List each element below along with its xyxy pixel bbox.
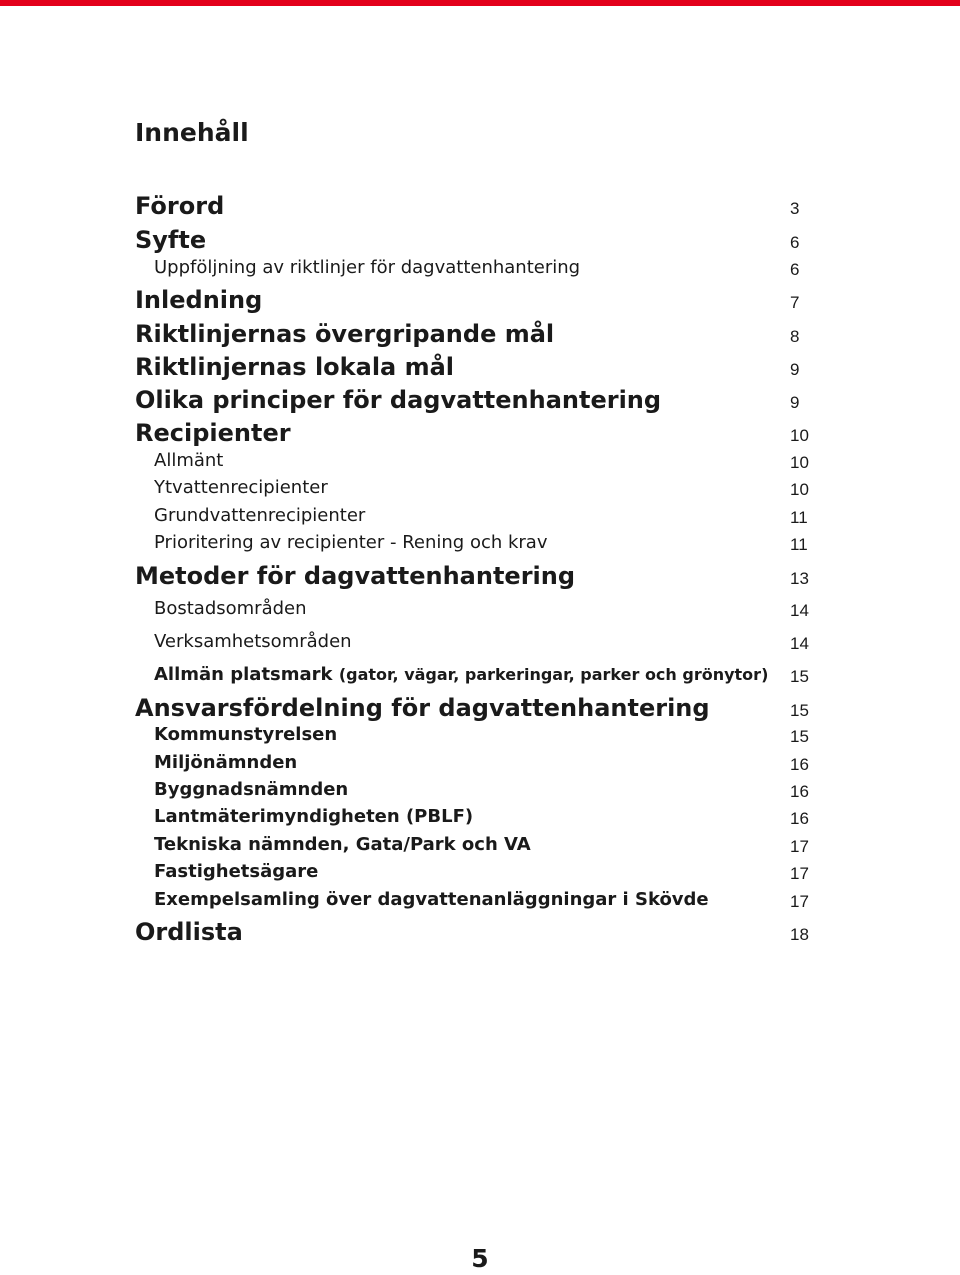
toc-entry-page: 6 <box>790 233 800 252</box>
toc-entry-title: Prioritering av recipienter - Rening och krav <box>154 532 548 553</box>
toc-entry-page: 14 <box>790 601 809 620</box>
toc-entry-title: Lantmäterimyndigheten (PBLF) <box>154 806 474 827</box>
toc-entry-title: Uppföljning av riktlinjer för dagvattenhantering <box>154 257 581 278</box>
toc-entry-title-paren: (gator, vägar, parkeringar, parker och grönytor) <box>338 665 769 684</box>
toc-entry-page: 16 <box>790 782 809 801</box>
page-number: 5 <box>471 1244 489 1273</box>
toc-entry-title: Inledning <box>135 286 263 314</box>
toc-entry-page: 6 <box>790 260 800 279</box>
toc-entry-page: 16 <box>790 755 809 774</box>
toc-entry-title: Förord <box>135 192 225 220</box>
toc-entry-page: 10 <box>790 426 809 445</box>
toc-entry-title: Ordlista <box>135 918 243 946</box>
toc-entry-page: 10 <box>790 480 809 499</box>
toc-entry-page: 11 <box>790 508 808 527</box>
toc-entry-title: Allmänt <box>154 450 224 471</box>
toc-entry-title: Grundvattenrecipienter <box>154 505 366 526</box>
toc-entry-title: Recipienter <box>135 419 291 447</box>
toc-entry-title: Ytvattenrecipienter <box>154 477 328 498</box>
toc-entry-page: 14 <box>790 634 809 653</box>
toc-entry-title: Fastighetsägare <box>154 861 319 882</box>
toc-entry-title: Metoder för dagvattenhantering <box>135 562 576 590</box>
toc-entry-title: Syfte <box>135 226 207 254</box>
toc-entry-title: Olika principer för dagvattenhantering <box>135 386 662 414</box>
toc-entry-title: Miljönämnden <box>154 752 298 773</box>
toc-entry-page: 3 <box>790 199 800 218</box>
toc-entry-page: 17 <box>790 892 809 911</box>
toc-entry-title: Riktlinjernas övergripande mål <box>135 320 555 348</box>
toc-entry-page: 15 <box>790 727 809 746</box>
toc-entry-title: Exempelsamling över dagvattenanläggningar i Skövde <box>154 889 709 910</box>
toc-entry-page: 9 <box>790 393 800 412</box>
toc-entry-title: Tekniska nämnden, Gata/Park och VA <box>154 834 531 855</box>
toc-entry-title: Riktlinjernas lokala mål <box>135 353 455 381</box>
toc-entry-title <box>154 662 768 688</box>
toc-entry-title: Byggnadsnämnden <box>154 779 349 800</box>
toc-entry-title-main: Allmän platsmark <box>154 664 333 685</box>
toc-entry-page: 16 <box>790 809 809 828</box>
toc-entry-title: Ansvarsfördelning för dagvattenhantering <box>135 694 710 722</box>
toc-entry-page: 8 <box>790 327 800 346</box>
toc-entry-page: 11 <box>790 535 808 554</box>
toc-heading: Innehåll <box>135 118 249 147</box>
toc-entry-page: 18 <box>790 925 809 944</box>
toc-entry-page: 13 <box>790 569 809 588</box>
toc-entry-page: 17 <box>790 837 809 856</box>
toc-entry-page: 15 <box>790 701 809 720</box>
toc-entry-page: 9 <box>790 360 800 379</box>
toc-entry-title: Kommunstyrelsen <box>154 724 338 745</box>
toc-entry-title: Verksamhetsområden <box>154 631 352 652</box>
toc-entry-page: 17 <box>790 864 809 883</box>
toc-entry-page: 15 <box>790 667 809 686</box>
toc-entry-page: 10 <box>790 453 809 472</box>
toc-entry-title: Bostadsområden <box>154 598 307 619</box>
toc-entry-page: 7 <box>790 293 800 312</box>
